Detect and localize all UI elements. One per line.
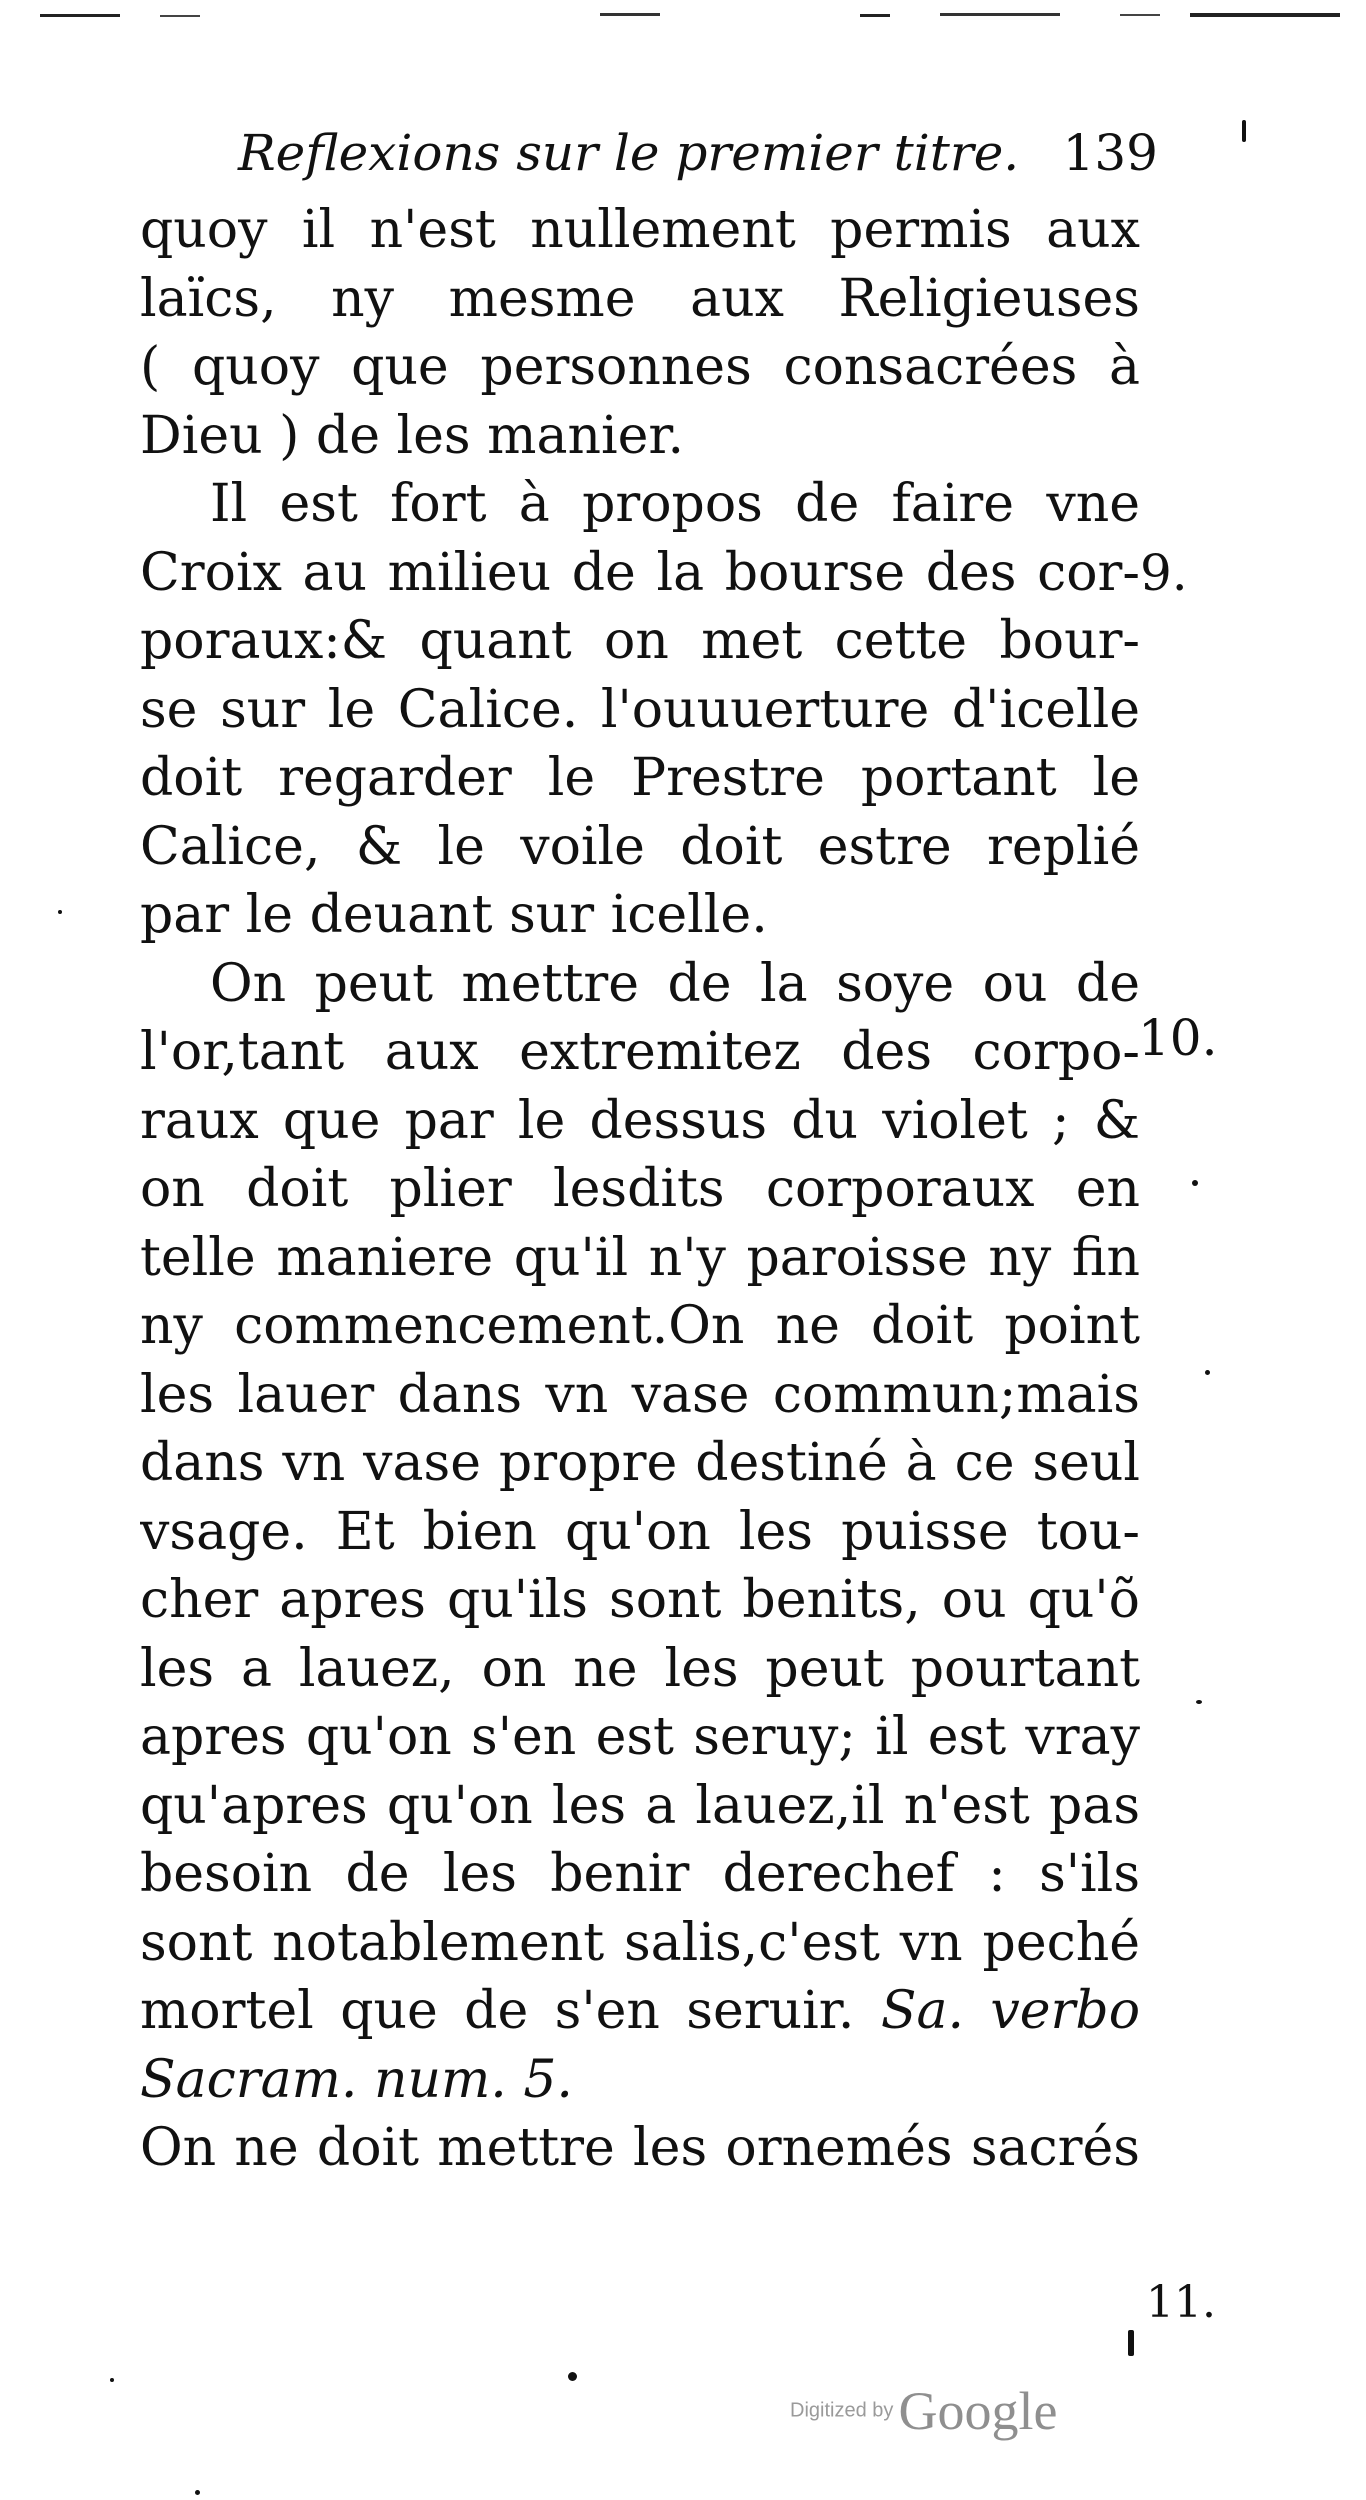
text-line: Croix au milieu de la bourse des cor- [140, 542, 1140, 603]
page-number: 139 [1062, 124, 1158, 182]
text-line: se sur le Calice. l'ouuuerture d'icelle [140, 679, 1140, 740]
margin-note-11: 11. [1146, 2277, 1216, 2328]
text-line: cher apres qu'ils sont benits, ou qu'õ [140, 1570, 1140, 1630]
ink-speck [195, 2490, 200, 2495]
text-line: raux que par le dessus du violet ; & [140, 1090, 1140, 1151]
text-line: poraux:& quant on met cette bour- [140, 611, 1140, 671]
text-line: sont notablement salis,c'est vn peché [140, 1912, 1140, 1973]
text-line-with-citation [140, 1977, 1140, 2046]
ink-speck [1128, 2330, 1134, 2356]
running-head-title: Reflexions sur le premier titre. [238, 124, 1020, 182]
text-line: Calice, & le voile doit estre replié [140, 816, 1140, 877]
text-line: doit regarder le Prestre portant le [140, 748, 1140, 808]
ink-speck [110, 2378, 114, 2382]
google-logo: Google [898, 2381, 1058, 2441]
digitized-by-label: Digitized by [790, 2399, 894, 2422]
page-top-edge-noise [40, 8, 1340, 22]
ink-speck [58, 910, 62, 914]
text-line: telle maniere qu'il n'y paroisse ny fin [140, 1227, 1140, 1288]
text-line: les a lauez, on ne les peut pourtant [140, 1638, 1140, 1699]
text-line: laïcs, ny mesme aux Religieuses [140, 268, 1140, 329]
text-fragment: mortel que de s'en seruir. [140, 1981, 855, 2041]
running-head [228, 118, 1158, 188]
text-line: ( quoy que personnes consacrées à [140, 337, 1140, 397]
citation: Sa. verbo [880, 1981, 1140, 2041]
ink-speck [1242, 120, 1246, 142]
text-line: les lauer dans vn vase commun;mais [140, 1364, 1140, 1425]
margin-note-10: 10. [1138, 1009, 1218, 1067]
text-line: l'or,tant aux extremitez des corpo- [140, 1022, 1140, 1082]
text-line: besoin de les benir derechef : s'ils [140, 1844, 1140, 1904]
ink-speck [1205, 1370, 1210, 1375]
text-line: apres qu'on s'en est seruy; il est vray [140, 1707, 1140, 1767]
text-line: Il est fort à propos de faire vne [210, 474, 1140, 534]
text-line: quoy il n'est nullement permis aux [140, 200, 1140, 260]
ink-speck [568, 2372, 577, 2381]
margin-note-9: 9. [1140, 544, 1188, 602]
digitized-by-google-mark [790, 2380, 1057, 2450]
text-line: dans vn vase propre destiné à ce seul [140, 1433, 1140, 1493]
ink-speck [1192, 1180, 1198, 1186]
text-line: On peut mettre de la soye ou de [210, 953, 1140, 1014]
text-line: ny commencement.On ne doit point [140, 1296, 1140, 1356]
text-line: par le deuant sur icelle. [140, 885, 768, 945]
body-text [140, 196, 1140, 2183]
ink-speck [1196, 1700, 1202, 1704]
text-line: Dieu ) de les manier. [140, 405, 685, 466]
citation-line: Sacram. num. 5. [140, 2049, 573, 2110]
text-line: vsage. Et bien qu'on les puisse tou- [140, 1501, 1140, 1562]
text-line: On ne doit mettre les ornemés sacrés [140, 2118, 1140, 2178]
text-line: qu'apres qu'on les a lauez,il n'est pas [140, 1775, 1140, 1836]
text-line: on doit plier lesdits corporaux en [140, 1159, 1140, 1219]
